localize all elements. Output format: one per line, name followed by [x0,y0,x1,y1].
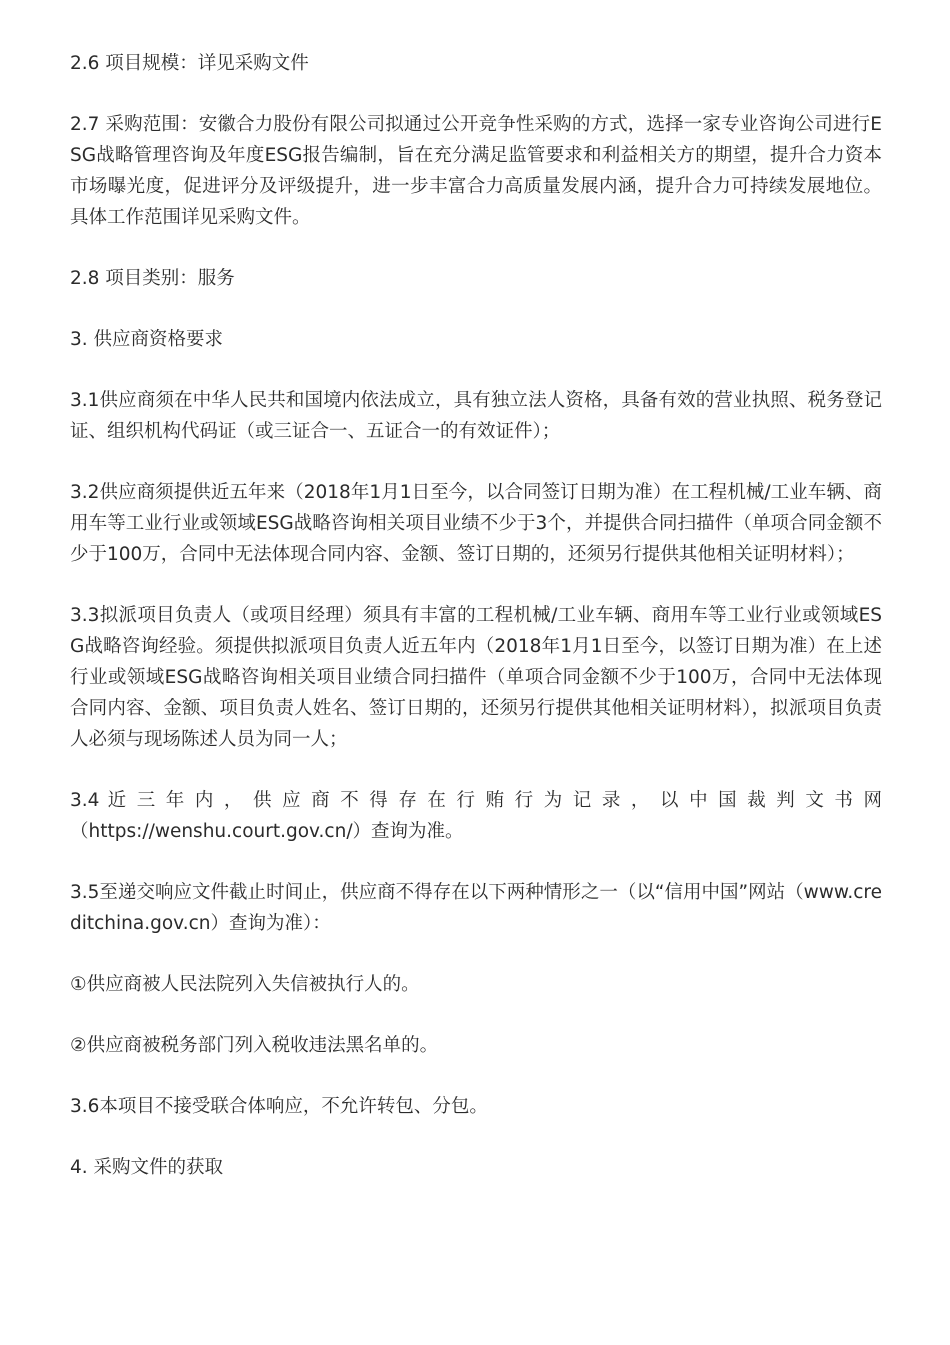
document-body [70,48,882,1183]
paragraph-2-7: 2.7 采购范围：安徽合力股份有限公司拟通过公开竞争性采购的方式，选择一家专业咨询公司进行ESG战略管理咨询及年度ESG报告编制，旨在充分满足监管要求和利益相关方的期望，提升合力资本市场曝光度，促进评分及评级提升，进一步丰富合力高质量发展内涵，提升合力可持续发展地位。具体工作范围详见采购文件。 [70,114,882,228]
paragraph-3-2: 3.2供应商须提供近五年来（2018年1月1日至今，以合同签订日期为准）在工程机械/工业车辆、商用车等工业行业或领域ESG战略咨询相关项目业绩不少于3个，并提供合同扫描件（单项合同金额不少于100万，合同中无法体现合同内容、金额、签订日期的，还须另行提供其他相关证明材料）； [70,482,882,565]
paragraph-3-3: 3.3拟派项目负责人（或项目经理）须具有丰富的工程机械/工业车辆、商用车等工业行业或领域ESG战略咨询经验。须提供拟派项目负责人近五年内（2018年1月1日至今，以签订日期为准）在上述行业或领域ESG战略咨询相关项目业绩合同扫描件（单项合同金额不少于100万，合同中无法体现合同内容、金额、项目负责人姓名、签订日期的，还须另行提供其他相关证明材料），拟派项目负责人必须与现场陈述人员为同一人； [70,605,882,750]
paragraph-3-4-line2: （https://wenshu.court.gov.cn/）查询为准。 [70,821,464,842]
heading-3: 3. 供应商资格要求 [70,329,224,350]
paragraph-3-6: 3.6本项目不接受联合体响应，不允许转包、分包。 [70,1096,488,1117]
paragraph-3-1: 3.1供应商须在中华人民共和国境内依法成立，具有独立法人资格，具备有效的营业执照、税务登记证、组织机构代码证（或三证合一、五证合一的有效证件）； [70,390,882,442]
heading-4: 4. 采购文件的获取 [70,1157,224,1178]
paragraph-2-6: 2.6 项目规模：详见采购文件 [70,53,309,74]
condition-item-1: ①供应商被人民法院列入失信被执行人的。 [70,974,420,995]
paragraph-3-5: 3.5至递交响应文件截止时间止，供应商不得存在以下两种情形之一（以“信用中国”网站（www.creditchina.gov.cn）查询为准）： [70,882,882,934]
condition-item-2: ②供应商被税务部门列入税收违法黑名单的。 [70,1035,439,1056]
paragraph-3-4-line1: 3.4 近 三 年 内 ， 供 应 商 不 得 存 在 行 贿 行 为 记 录 ， 以 中 国 裁 判 文 书 网 [70,790,882,811]
paragraph-2-8: 2.8 项目类别：服务 [70,268,235,289]
